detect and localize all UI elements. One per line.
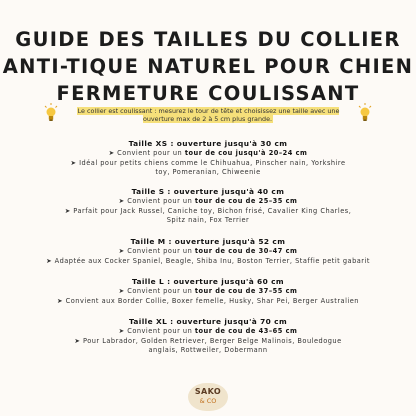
- brand-logo: [188, 383, 228, 411]
- size-heading: Taille L : ouverture jusqu'à 60 cm: [131, 277, 285, 286]
- logo-line-2: & CO: [199, 397, 217, 405]
- size-heading: Taille S : ouverture jusqu'à 40 cm: [131, 187, 285, 196]
- breeds-text: ➤ Parfait pour Jack Russel, Caniche toy, Bichon frisé, Cavalier King Charles, Spitz nain, Fox Terrier: [64, 206, 352, 225]
- size-section-xs: [0, 138, 416, 178]
- note-text: Le collier est coulissant : mesurez le tour de tête et choisissez une taille avec une ouverture max de 2 à 5 cm plus grande.: [77, 107, 340, 124]
- size-section-xl: [0, 316, 416, 356]
- size-heading: Taille XL : ouverture jusqu'à 70 cm: [128, 317, 288, 326]
- neck-line: ➤ Convient pour un tour de cou de 25–35 cm: [118, 197, 298, 205]
- size-section-m: [0, 236, 416, 266]
- neck-line: ➤ Convient pour un tour de cou jusqu'à 20–24 cm: [108, 149, 308, 157]
- neck-line: ➤ Convient pour un tour de cou de 30–47 cm: [118, 247, 298, 255]
- neck-line: ➤ Convient pour un tour de cou de 37–55 cm: [118, 287, 298, 295]
- lightbulb-icon: [358, 103, 372, 123]
- breeds-text: ➤ Idéal pour petits chiens comme le Chihuahua, Pinscher nain, Yorkshire toy, Pomeranian, Chiweenie: [70, 158, 346, 177]
- logo-line-1: SAKO: [194, 387, 222, 396]
- title-line-1: GUIDE DES TAILLES DU COLLIER: [15, 28, 401, 51]
- breeds-text: ➤ Convient aux Border Collie, Boxer femelle, Husky, Shar Pei, Berger Australien: [57, 296, 359, 305]
- size-heading: Taille XS : ouverture jusqu'à 30 cm: [128, 139, 288, 148]
- title-line-2: ANTI-TIQUE NATUREL POUR CHIEN: [2, 55, 414, 78]
- size-heading: Taille M : ouverture jusqu'à 52 cm: [130, 237, 286, 246]
- size-section-s: [0, 186, 416, 226]
- title-line-3: FERMETURE COULISSANT: [56, 82, 360, 105]
- breeds-text: ➤ Adaptée aux Cocker Spaniel, Beagle, Shiba Inu, Boston Terrier, Staffie petit gabarit: [46, 256, 370, 265]
- note-banner: [44, 104, 372, 128]
- size-section-l: [0, 276, 416, 306]
- lightbulb-icon: [44, 103, 58, 123]
- breeds-text: ➤ Pour Labrador, Golden Retriever, Berger Belge Malinois, Bouledogue anglais, Rottweiler, Dobermann: [74, 336, 342, 355]
- page-title: [0, 26, 416, 107]
- neck-line: ➤ Convient pour un tour de cou de 43–65 cm: [118, 327, 298, 335]
